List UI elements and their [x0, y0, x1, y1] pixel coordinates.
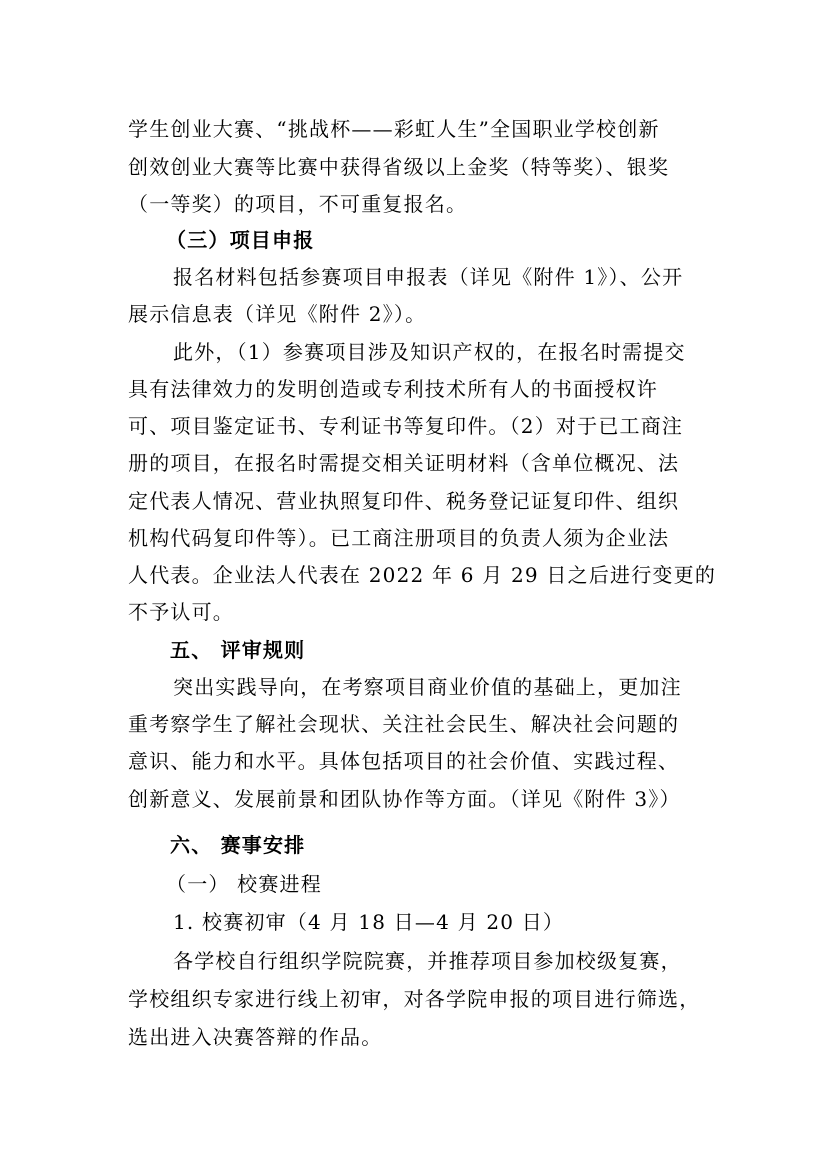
text-line: 不予认可。	[128, 600, 234, 624]
text-line: 创效创业大赛等比赛中获得省级以上金奖（特等奖）、银奖	[128, 155, 670, 179]
text-line: 册的项目，在报名时需提交相关证明材料（含单位概况、法	[128, 451, 680, 475]
text-line: 重考察学生了解社会现状、关注社会民生、解决社会问题的	[128, 712, 680, 736]
text-line: （一等奖）的项目，不可重复报名。	[128, 192, 468, 216]
text-line: 可、项目鉴定证书、专利证书等复印件。（2）对于已工商注	[128, 414, 684, 438]
text-line: 此外，（1）参赛项目涉及知识产权的，在报名时需提交	[173, 340, 686, 364]
text-line: 意识、能力和水平。具体包括项目的社会价值、实践过程、	[128, 749, 680, 773]
text-line: 创新意义、发展前景和团队协作等方面。（详见《附件 3》）	[128, 787, 681, 811]
text-line: 报名材料包括参赛项目申报表（详见《附件 1》）、公开	[173, 265, 684, 289]
subsection-heading-school-process: （一） 校赛进程	[166, 872, 322, 896]
text-line: 定代表人情况、营业执照复印件、税务登记证复印件、组织	[128, 489, 680, 513]
text-line: 具有法律效力的发明创造或专利技术所有人的书面授权许	[128, 377, 658, 401]
section-heading-review-rules: 五、 评审规则	[170, 638, 306, 662]
section-heading-event-schedule: 六、 赛事安排	[170, 833, 306, 857]
item-heading-preliminary-review: 1. 校赛初审（4 月 18 日—4 月 20 日）	[173, 910, 565, 934]
text-line: 展示信息表（详见《附件 2》）。	[128, 302, 427, 326]
text-line: 人代表。企业法人代表在 2022 年 6 月 29 日之后进行变更的	[128, 563, 717, 587]
text-line: 机构代码复印件等）。已工商注册项目的负责人须为企业法	[128, 526, 670, 550]
text-line: 选出进入决赛答辩的作品。	[128, 1025, 383, 1049]
text-line: 学校组织专家进行线上初审，对各学院申报的项目进行筛选，	[128, 987, 701, 1011]
text-line: 各学校自行组织学院院赛，并推荐项目参加校级复赛，	[173, 949, 682, 973]
text-line: 突出实践导向，在考察项目商业价值的基础上，更加注	[173, 675, 682, 699]
section-heading-project-application: （三）项目申报	[166, 228, 315, 252]
text-line: 学生创业大赛、“挑战杯——彩虹人生”全国职业学校创新	[128, 117, 660, 141]
